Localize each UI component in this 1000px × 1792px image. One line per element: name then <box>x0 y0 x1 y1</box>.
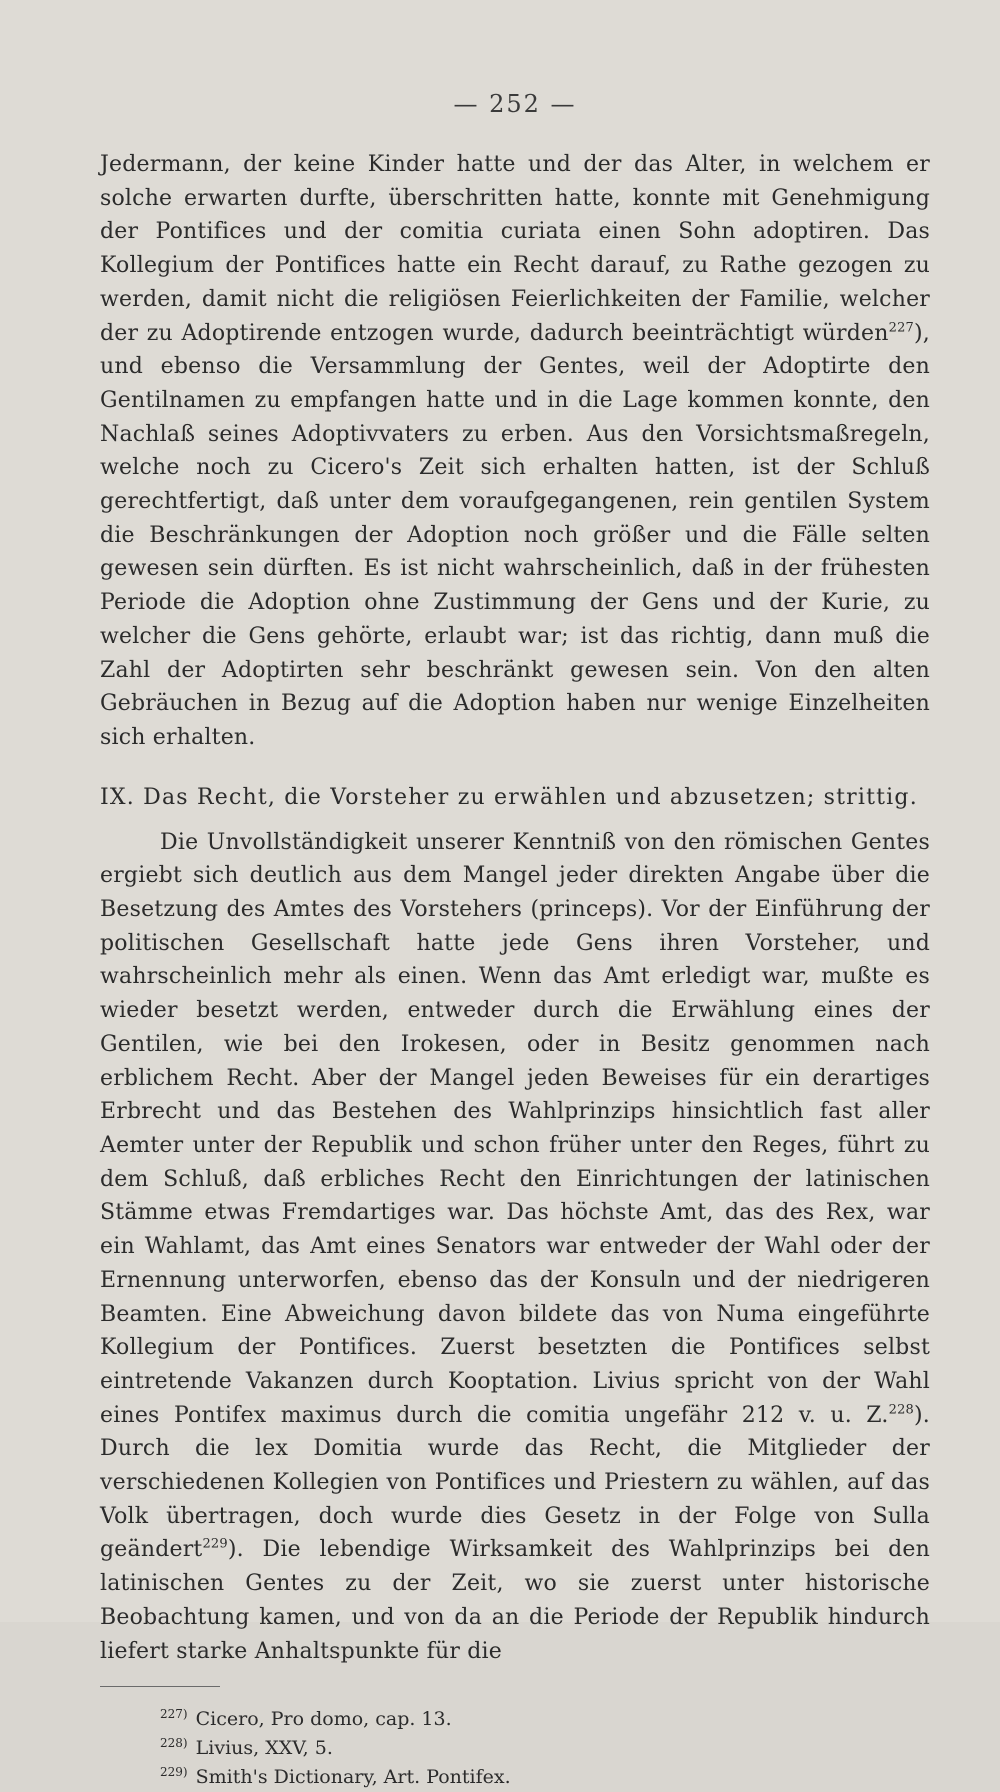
footnote-ref-228: 228 <box>888 1402 915 1418</box>
paragraph-text: ), und ebenso die Versammlung der Gentes, weil der Adoptirte den Gentilnamen zu empfangen hatte und in die Lage kommen konnte, den Nachlaß seines Adoptivvaters zu erben. Aus den Vorsichtsmaßregeln, welche noch zu Cicero's Zeit sich erhalten hatten, ist der Schluß gerechtfertigt, daß unter dem voraufgegangenen, rein gentilen System die Beschränkungen der Adoption noch größer und die Fälle selten gewesen sein dürften. Es ist nicht wahrscheinlich, daß in der frühesten Periode die Adoption ohne Zustimmung der Gens und der Kurie, zu welcher die Gens gehörte, erlaubt war; ist das richtig, dann muß die Zahl der Adoptirten sehr beschränkt gewesen sein. Von den alten Gebräuchen in Bezug auf die Adoption haben nur wenige Einzelheiten sich erhalten. <box>100 320 930 750</box>
section-heading: IX. Das Recht, die Vorsteher zu erwählen und abzusetzen; strittig. <box>100 784 918 810</box>
footnote-number: 229) <box>160 1764 188 1779</box>
footnote-ref-227: 227 <box>888 320 915 336</box>
page-number: — 252 — <box>453 90 577 118</box>
footnote-text: Livius, XXV, 5. <box>195 1737 333 1760</box>
footnote-divider <box>100 1686 220 1687</box>
footnote <box>160 1763 930 1792</box>
paragraph-text: ). Die lebendige Wirksamkeit des Wahlprinzips bei den latinischen Gentes zu der Zeit, wo sie zuerst unter historische Beobachtung kamen, und von da an die Periode der Republik hindurch liefert starke Anhaltspunkte für die <box>100 1537 930 1664</box>
footnote-text: Smith's Dictionary, Art. Pontifex. <box>195 1766 511 1789</box>
footnote <box>160 1705 930 1734</box>
paragraph-text: Jedermann, der keine Kinder hatte und der das Alter, in welchem er solche erwarten durfte, überschritten hatte, konnte mit Genehmigung der Pontifices und der comitia curiata einen Sohn adoptiren. Das Kollegium der Pontifices hatte ein Recht darauf, zu Rathe gezogen zu werden, damit nicht die religiösen Feierlichkeiten der Familie, welcher der zu Adoptirende entzogen wurde, dadurch beeinträchtigt würden <box>100 152 930 346</box>
footnotes <box>100 1705 930 1792</box>
paragraph-election <box>100 826 930 1669</box>
footnote-number: 227) <box>160 1706 188 1721</box>
footnote-ref-229: 229 <box>202 1537 228 1553</box>
paragraph-adoption <box>100 148 930 755</box>
footnote-number: 228) <box>160 1735 188 1750</box>
paragraph-text: ). Durch die lex Domitia wurde das Recht, die Mitglieder der verschiedenen Kollegien von Pontifices und Priestern zu wählen, auf das Volk übertragen, doch wurde dies Gesetz in der Folge von Sulla geändert <box>100 1402 930 1563</box>
paragraph-text: Die Unvollständigkeit unserer Kenntniß von den römischen Gentes ergiebt sich deutlich aus dem Mangel jeder direkten Angabe über die Besetzung des Amtes des Vorstehers (princeps). Vor der Einführung der politischen Gesellschaft hatte jede Gens ihren Vorsteher, und wahrscheinlich mehr als einen. Wenn das Amt erledigt war, mußte es wieder besetzt werden, entweder durch die Erwählung eines der Gentilen, wie bei den Irokesen, oder in Besitz genommen nach erblichem Recht. Aber der Mangel jeden Beweises für ein derartiges Erbrecht und das Bestehen des Wahlprinzips hinsichtlich fast aller Aemter unter der Republik und schon früher unter den Reges, führt zu dem Schluß, daß erbliches Recht den Einrichtungen der latinischen Stämme etwas Fremdartiges war. Das höchste Amt, das des Rex, war ein Wahlamt, das Amt eines Senators war entweder der Wahl oder der Ernennung unterworfen, ebenso das der Konsuln und der niedrigeren Beamten. Eine Abweichung davon bildete das von Numa eingeführte Kollegium der Pontifices. Zuerst besetzten die Pontifices selbst eintretende Vakanzen durch Kooptation. Livius spricht von der Wahl eines Pontifex maximus durch die comitia ungefähr 212 v. u. Z. <box>100 829 930 1428</box>
footnote-text: Cicero, Pro domo, cap. 13. <box>195 1708 452 1731</box>
footnote <box>160 1734 930 1763</box>
